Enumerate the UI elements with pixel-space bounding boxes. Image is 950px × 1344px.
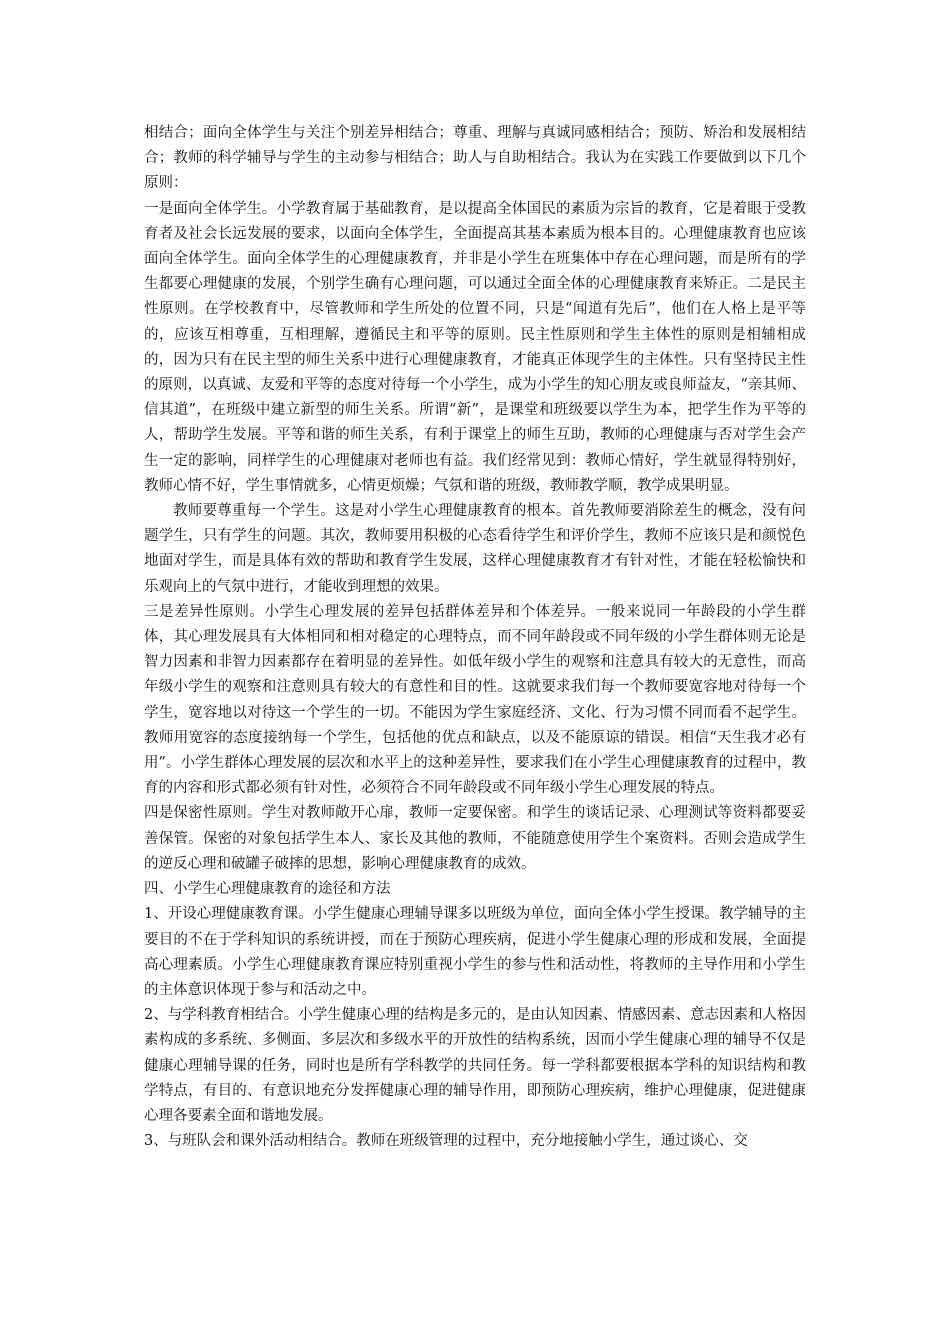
paragraph-method-2: 2、与学科教育相结合。小学生健康心理的结构是多元的，是由认知因素、情感因素、意志因素和人格因素构成的多系统、多侧面、多层次和多级水平的开放性的结构系统，因而小学生健康心理的辅导不仅是健康心理辅导课的任务，同时也是所有学科教学的共同任务。每一学科都要根据本学科的知识结构和教学特点，有目的、有意识地充分发挥健康心理的辅导作用，即预防心理疾病，维护心理健康，促进健康心理各要素全面和谐地发展。 (144, 1007, 806, 1124)
paragraph-principle-4: 四是保密性原则。学生对教师敞开心扉，教师一定要保密。和学生的谈话记录、心理测试等资料都要妥善保管。保密的对象包括学生本人、家长及其他的教师，不能随意使用学生个案资料。否则会造成学生的逆反心理和破罐子破摔的思想，影响心理健康教育的成效。 (144, 805, 806, 872)
paragraph-method-3: 3、与班队会和课外活动相结合。教师在班级管理的过程中，充分地接触小学生，通过谈心、交 (144, 1133, 748, 1150)
paragraph-continuation: 相结合；面向全体学生与关注个别差异相结合；尊重、理解与真诚同感相结合；预防、矫治和发展相结合；教师的科学辅导与学生的主动参与相结合；助人与自助相结合。我认为在实践工作要做到以下几个原则： (144, 125, 806, 192)
paragraph-principle-3: 三是差异性原则。小学生心理发展的差异包括群体差异和个体差异。一般来说同一年龄段的小学生群体，其心理发展具有大体相同和相对稳定的心理特点，而不同年龄段或不同年级的小学生群体则无论是智力因素和非智力因素都存在着明显的差异性。如低年级小学生的观察和注意具有较大的无意性，而高年级小学生的观察和注意则具有较大的有意性和目的性。这就要求我们每一个教师要宽容地对待每一个学生，宽容地以对待这一个学生的一切。不能因为学生家庭经济、文化、行为习惯不同而看不起学生。教师用宽容的态度接纳每一个学生，包括他的优点和缺点，以及不能原谅的错误。相信“天生我才必有用”。小学生群体心理发展的层次和水平上的这种差异性，要求我们在小学生心理健康教育的过程中，教育的内容和形式都必须有针对性，必须符合不同年龄段或不同年级小学生心理发展的特点。 (144, 603, 806, 797)
paragraph-method-1: 1、开设心理健康教育课。小学生健康心理辅导课多以班级为单位，面向全体小学生授课。教学辅导的主要目的不在于学科知识的系统讲授，而在于预防心理疾病，促进小学生健康心理的形成和发展，全面提高心理素质。小学生心理健康教育课应特别重视小学生的参与性和活动性，将教师的主导作用和小学生的主体意识体现于参与和活动之中。 (144, 906, 806, 998)
section-heading-4: 四、小学生心理健康教育的途径和方法 (144, 881, 391, 898)
paragraph-principle-1-2: 一是面向全体学生。小学教育属于基础教育，是以提高全体国民的素质为宗旨的教育，它是着眼于受教育者及社会长远发展的要求，以面向全体学生，全面提高其基本素质为根本目的。心理健康教育也应该面向全体学生。面向全体学生的心理健康教育，并非是小学生在班集体中存在心理问题，而是所有的学生都要心理健康的发展，个别学生确有心理问题，可以通过全面全体的心理健康教育来矫正。二是民主性原则。在学校教育中，尽管教师和学生所处的位置不同，只是“闻道有先后”，他们在人格上是平等的，应该互相尊重，互相理解，遵循民主和平等的原则。民主性原则和学生主体性的原则是相辅相成的，因为只有在民主型的师生关系中进行心理健康教育，才能真正体现学生的主体性。只有坚持民主性的原则，以真诚、友爱和平等的态度对待每一个小学生，成为小学生的知心朋友或良师益友，“亲其师、信其道”，在班级中建立新型的师生关系。所谓“新”，是课堂和班级要以学生为本，把学生作为平等的人，帮助学生发展。平等和谐的师生关系，有利于课堂上的师生互助，教师的心理健康与否对学生会产生一定的影响，同样学生的心理健康对老师也有益。我们经常见到：教师心情好，学生就显得特别好，教师心情不好，学生事情就多，心情更烦燥；气氛和谐的班级，教师教学顺，教学成果明显。 (144, 200, 806, 494)
paragraph-respect-students: 教师要尊重每一个学生。这是对小学生心理健康教育的根本。首先教师要消除差生的概念，没有问题学生，只有学生的问题。其次，教师要用积极的心态看待学生和评价学生，教师不应该只是和颜悦色地面对学生，而是具体有效的帮助和教育学生发展，这样心理健康教育才有针对性，才能在轻松愉快和乐观向上的气氛中进行，才能收到理想的效果。 (144, 503, 806, 595)
document-body (144, 121, 806, 1154)
